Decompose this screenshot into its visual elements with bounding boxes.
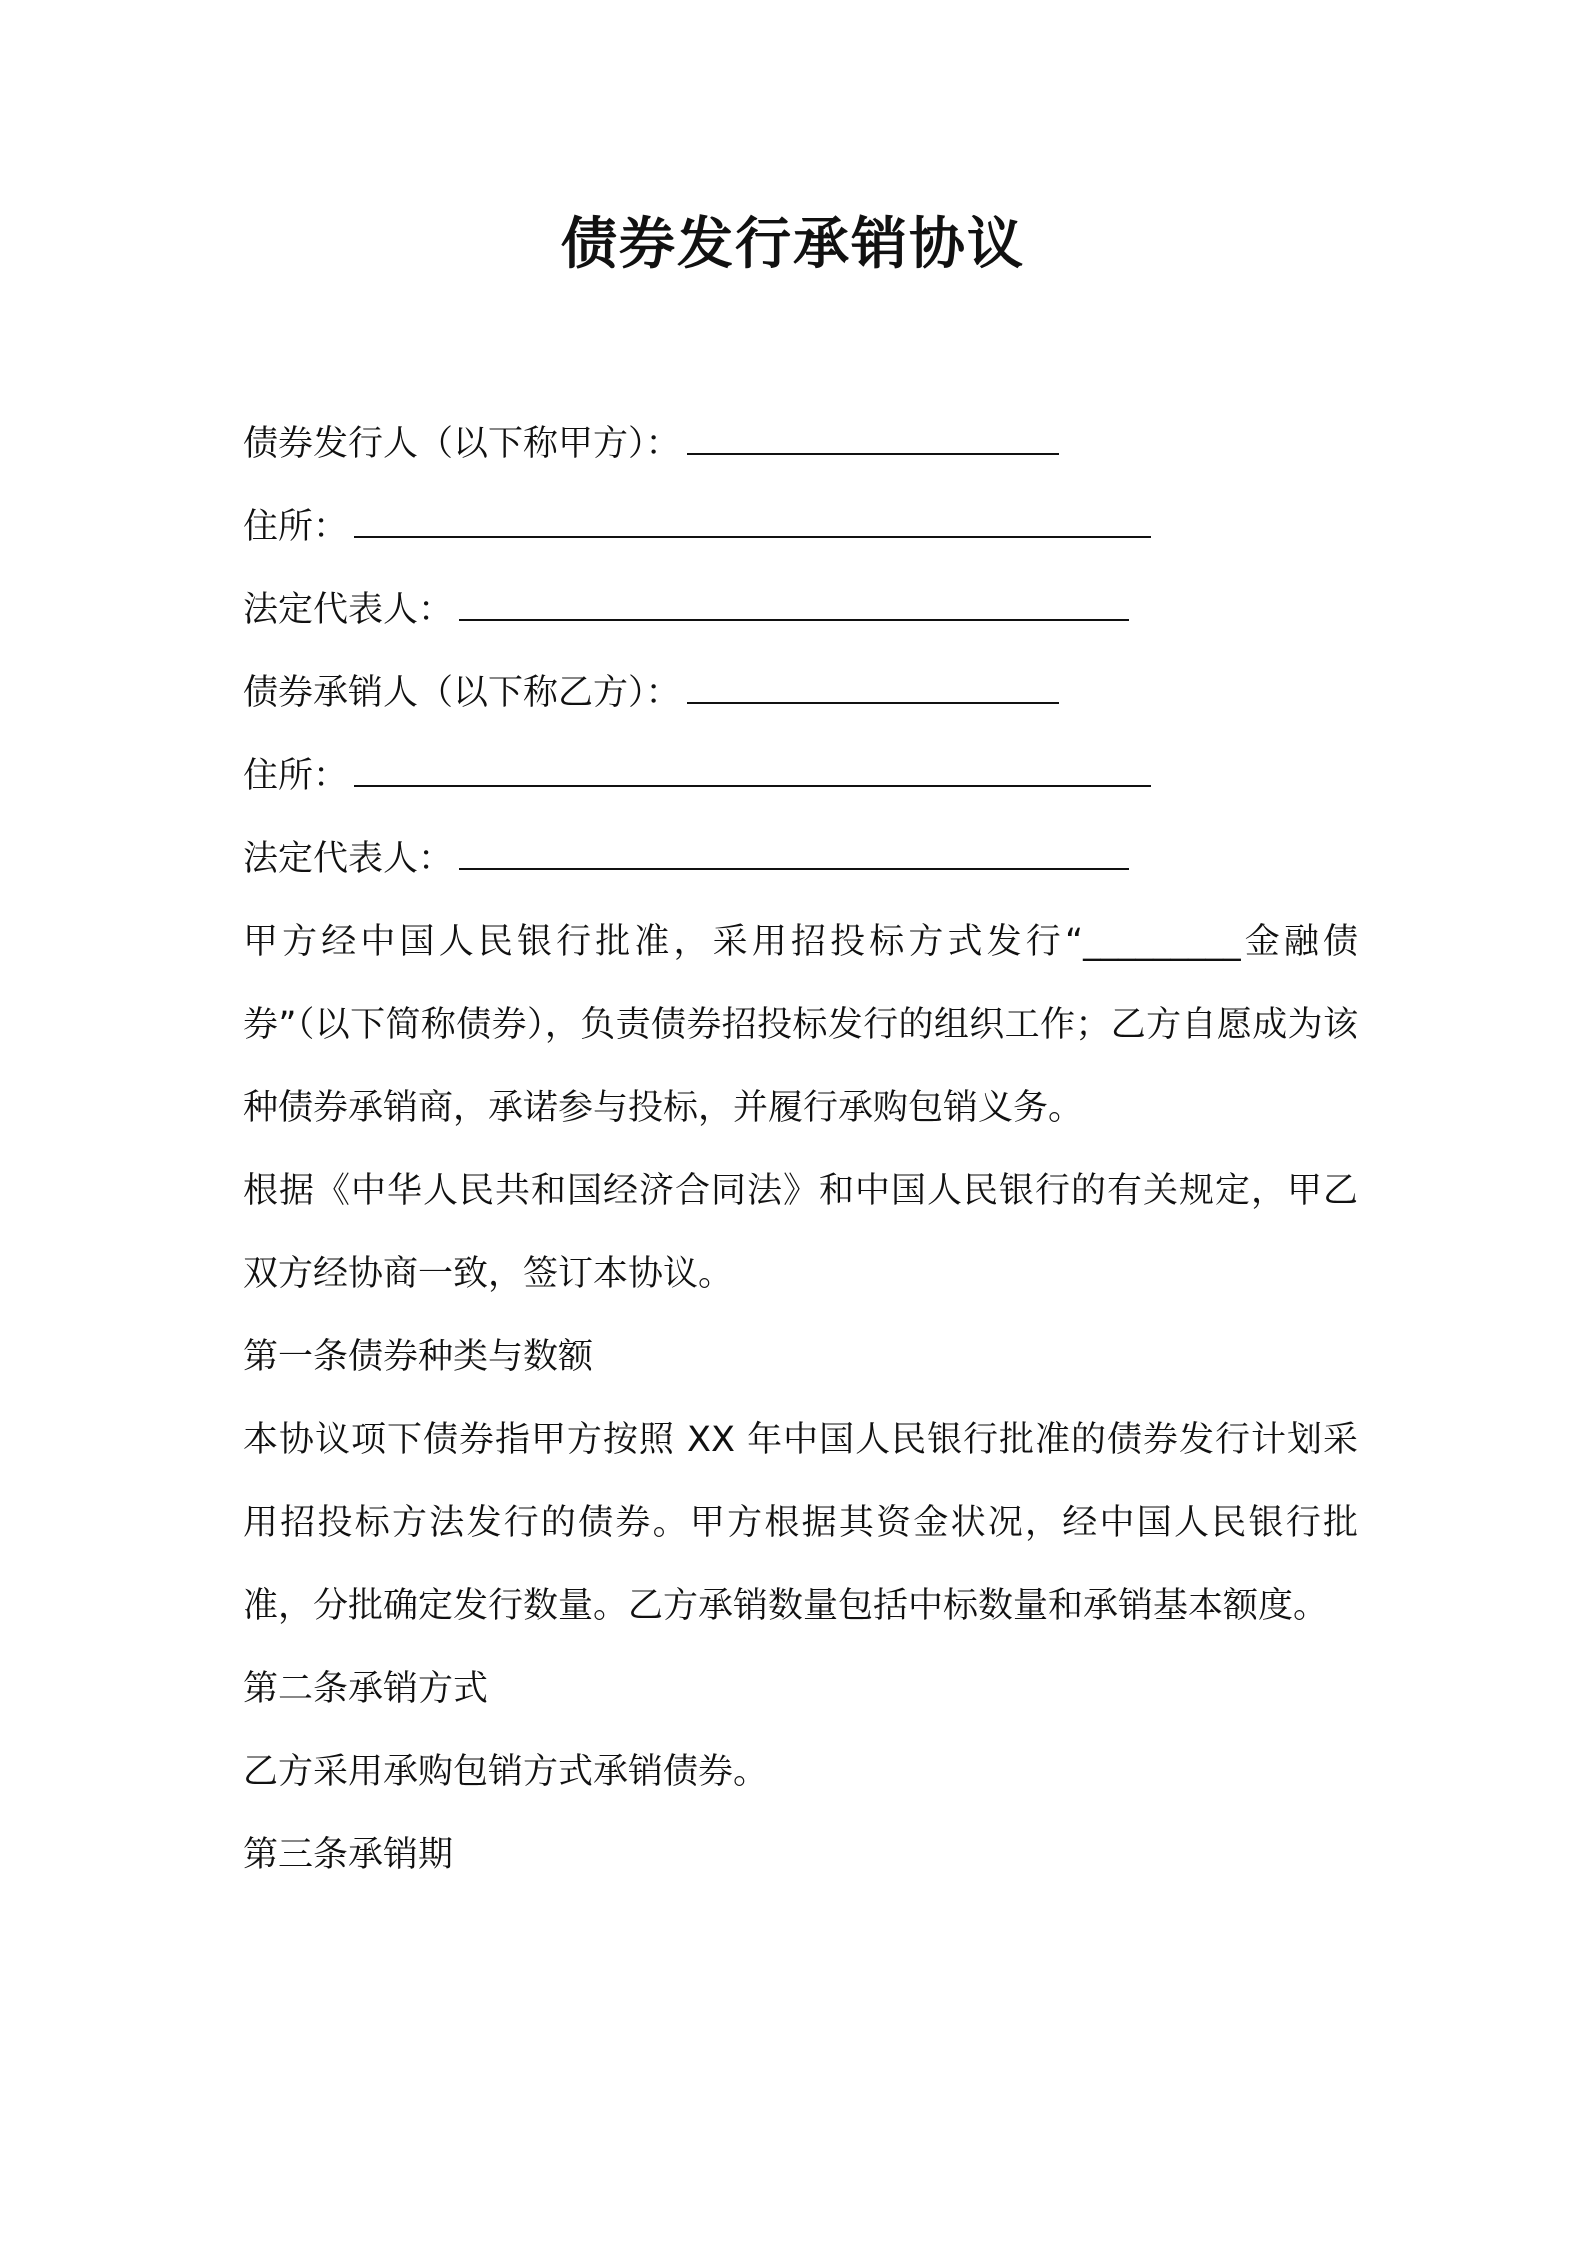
issuer-rep-blank	[459, 595, 1129, 621]
issuer-blank	[687, 429, 1059, 455]
underwriter-address-label: 住所：	[243, 756, 349, 796]
issuer-address-blank	[354, 512, 1151, 538]
issuer-address-line	[243, 486, 1358, 569]
document-body	[243, 403, 1358, 1897]
article-3-heading: 第三条承销期	[243, 1835, 454, 1875]
article-1-heading: 第一条债券种类与数额	[243, 1337, 594, 1377]
issuer-address-label: 住所：	[243, 507, 349, 547]
intro-paragraph-1: 甲方经中国人民银行批准，采用招投标方式发行“_________金融债券”（以下简称债券），负责债券招投标发行的组织工作；乙方自愿成为该种债券承销商，承诺参与投标，并履行承购包销义务。	[243, 922, 1358, 1128]
underwriter-label: 债券承销人（以下称乙方）：	[243, 673, 681, 713]
article-2-body: 乙方采用承购包销方式承销债券。	[243, 1752, 769, 1792]
underwriter-rep-blank	[459, 844, 1129, 870]
article-1-body: 本协议项下债券指甲方按照 XX 年中国人民银行批准的债券发行计划采用招投标方法发行的债券。甲方根据其资金状况，经中国人民银行批准，分批确定发行数量。乙方承销数量包括中标数量和承销基本额度。	[243, 1420, 1358, 1626]
article-2-heading: 第二条承销方式	[243, 1669, 489, 1709]
underwriter-address-blank	[354, 761, 1151, 787]
underwriter-line	[243, 652, 1358, 735]
underwriter-rep-label: 法定代表人：	[243, 839, 454, 879]
issuer-rep-line	[243, 569, 1358, 652]
issuer-rep-label: 法定代表人：	[243, 590, 454, 630]
underwriter-blank	[687, 678, 1059, 704]
underwriter-address-line	[243, 735, 1358, 818]
issuer-line	[243, 403, 1358, 486]
issuer-label: 债券发行人（以下称甲方）：	[243, 424, 681, 464]
underwriter-rep-line	[243, 818, 1358, 901]
page-title: 债券发行承销协议	[561, 212, 1025, 277]
intro-paragraph-2: 根据《中华人民共和国经济合同法》和中国人民银行的有关规定，甲乙双方经协商一致，签订本协议。	[243, 1171, 1358, 1294]
